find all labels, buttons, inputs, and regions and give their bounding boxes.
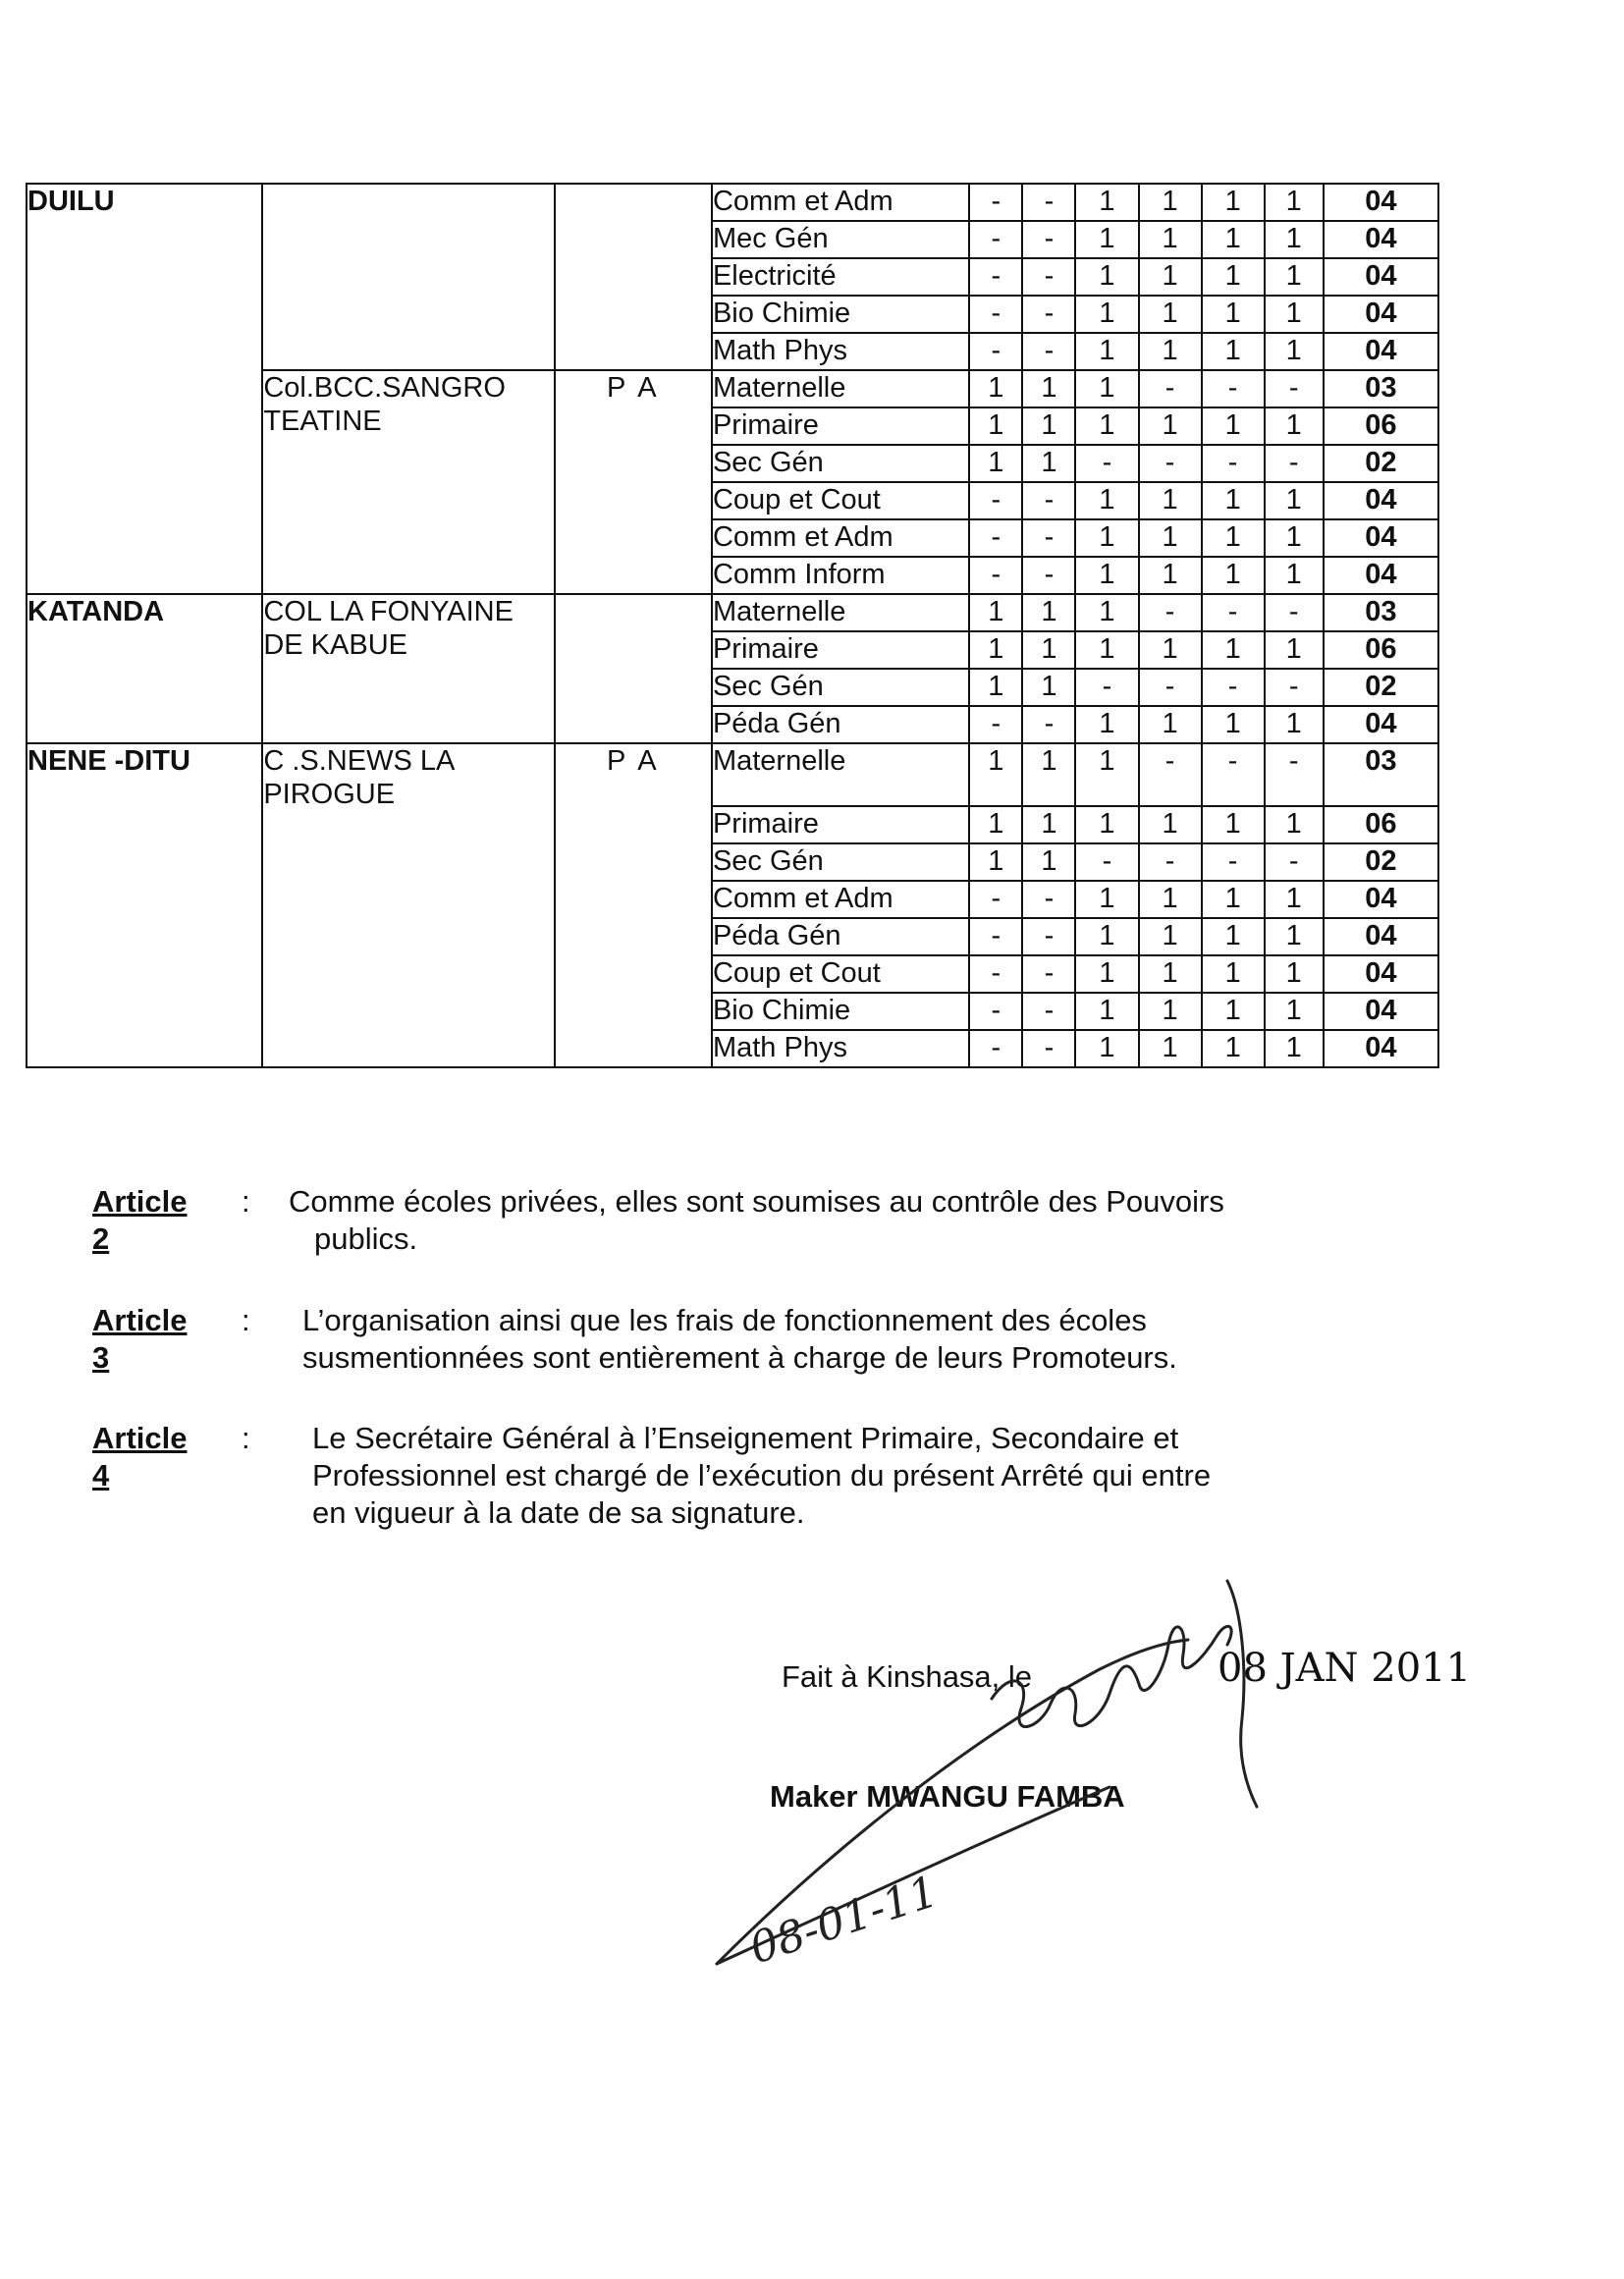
option-cell: Coup et Cout	[712, 482, 969, 519]
class-count-cell: 1	[969, 631, 1022, 669]
total-cell: 04	[1324, 258, 1438, 296]
class-count-cell: 1	[1075, 258, 1138, 296]
class-count-cell: -	[1265, 843, 1324, 881]
article-2-colon: :	[242, 1184, 250, 1219]
class-count-cell: 1	[1139, 519, 1202, 557]
class-count-cell: 1	[1265, 296, 1324, 333]
class-count-cell: 1	[1202, 806, 1265, 843]
class-count-cell: 1	[1075, 594, 1138, 631]
article-3-line-1: L’organisation ainsi que les frais de fonctionnement des écoles	[302, 1303, 1147, 1337]
class-count-cell: 1	[1022, 445, 1075, 482]
class-count-cell: -	[969, 221, 1022, 258]
class-count-cell: 1	[1075, 631, 1138, 669]
class-count-cell: 1	[1022, 594, 1075, 631]
schools-table	[26, 183, 1439, 1068]
class-count-cell: 1	[1022, 806, 1075, 843]
school-cell: Col.BCC.SANGRO TEATINE	[262, 370, 554, 594]
class-count-cell: 1	[1265, 557, 1324, 594]
class-count-cell: 1	[1139, 993, 1202, 1030]
total-cell: 02	[1324, 669, 1438, 706]
class-count-cell: -	[969, 993, 1022, 1030]
article-2-line-1: Comme écoles privées, elles sont soumises au contrôle des Pouvoirs	[289, 1184, 1224, 1219]
class-count-cell: 1	[1022, 843, 1075, 881]
status-cell	[555, 184, 712, 370]
class-count-cell: -	[969, 482, 1022, 519]
class-count-cell: 1	[1265, 407, 1324, 445]
class-count-cell: 1	[1139, 333, 1202, 370]
class-count-cell: -	[1139, 370, 1202, 407]
class-count-cell: -	[1202, 370, 1265, 407]
article-2-label: Article 2	[92, 1184, 188, 1256]
total-cell: 04	[1324, 519, 1438, 557]
class-count-cell: 1	[1265, 184, 1324, 221]
status-cell	[555, 594, 712, 743]
article-4-line-1: Le Secrétaire Général à l’Enseignement Primaire, Secondaire et	[312, 1421, 1179, 1455]
class-count-cell: -	[1139, 743, 1202, 806]
total-cell: 04	[1324, 333, 1438, 370]
class-count-cell: -	[1202, 743, 1265, 806]
class-count-cell: 1	[1139, 184, 1202, 221]
status-cell: P A	[555, 370, 712, 594]
class-count-cell: -	[1022, 184, 1075, 221]
class-count-cell: 1	[969, 370, 1022, 407]
class-count-cell: -	[1022, 557, 1075, 594]
class-count-cell: 1	[1265, 918, 1324, 955]
option-cell: Electricité	[712, 258, 969, 296]
class-count-cell: 1	[1202, 296, 1265, 333]
article-2-line-2: publics.	[314, 1221, 418, 1256]
class-count-cell: -	[1022, 955, 1075, 993]
class-count-cell: 1	[1202, 631, 1265, 669]
class-count-cell: -	[969, 1030, 1022, 1067]
class-count-cell: -	[1022, 881, 1075, 918]
signature-date: 08 JAN 2011	[1218, 1646, 1472, 1691]
article-3-label: Article 3	[92, 1303, 188, 1375]
class-count-cell: 1	[1202, 706, 1265, 743]
class-count-cell: 1	[1139, 806, 1202, 843]
total-cell: 06	[1324, 631, 1438, 669]
class-count-cell: 1	[969, 806, 1022, 843]
article-2-text	[289, 1183, 1388, 1258]
class-count-cell: 1	[1075, 184, 1138, 221]
class-count-cell: 1	[1075, 519, 1138, 557]
class-count-cell: -	[969, 258, 1022, 296]
total-cell: 03	[1324, 594, 1438, 631]
class-count-cell: -	[1022, 482, 1075, 519]
total-cell: 03	[1324, 743, 1438, 806]
class-count-cell: 1	[1202, 918, 1265, 955]
class-count-cell: 1	[1202, 993, 1265, 1030]
class-count-cell: 1	[1265, 519, 1324, 557]
class-count-cell: -	[1202, 445, 1265, 482]
class-count-cell: 1	[1075, 955, 1138, 993]
class-count-cell: 1	[1265, 1030, 1324, 1067]
class-count-cell: 1	[1202, 881, 1265, 918]
class-count-cell: -	[969, 296, 1022, 333]
class-count-cell: 1	[969, 407, 1022, 445]
option-cell: Mec Gén	[712, 221, 969, 258]
class-count-cell: 1	[1139, 881, 1202, 918]
class-count-cell: -	[1075, 445, 1138, 482]
class-count-cell: -	[969, 333, 1022, 370]
location-cell: NENE -DITU	[27, 743, 262, 1067]
class-count-cell: 1	[1139, 1030, 1202, 1067]
class-count-cell: -	[969, 881, 1022, 918]
total-cell: 06	[1324, 806, 1438, 843]
article-3-text	[302, 1302, 1402, 1377]
table-row	[27, 594, 1438, 631]
total-cell: 04	[1324, 706, 1438, 743]
class-count-cell: 1	[1202, 482, 1265, 519]
option-cell: Péda Gén	[712, 706, 969, 743]
class-count-cell: 1	[1075, 370, 1138, 407]
class-count-cell: 1	[1075, 333, 1138, 370]
class-count-cell: 1	[1139, 407, 1202, 445]
class-count-cell: 1	[1139, 221, 1202, 258]
class-count-cell: -	[1022, 258, 1075, 296]
class-count-cell: -	[1022, 519, 1075, 557]
class-count-cell: 1	[1075, 482, 1138, 519]
class-count-cell: 1	[1265, 482, 1324, 519]
class-count-cell: -	[1202, 669, 1265, 706]
option-cell: Sec Gén	[712, 669, 969, 706]
class-count-cell: 1	[1075, 557, 1138, 594]
class-count-cell: -	[1022, 221, 1075, 258]
class-count-cell: -	[1139, 843, 1202, 881]
class-count-cell: 1	[1075, 296, 1138, 333]
option-cell: Maternelle	[712, 743, 969, 806]
class-count-cell: 1	[1265, 993, 1324, 1030]
class-count-cell: -	[1265, 669, 1324, 706]
option-cell: Math Phys	[712, 333, 969, 370]
class-count-cell: -	[969, 184, 1022, 221]
total-cell: 04	[1324, 482, 1438, 519]
class-count-cell: -	[1022, 993, 1075, 1030]
option-cell: Comm et Adm	[712, 184, 969, 221]
class-count-cell: -	[969, 519, 1022, 557]
total-cell: 04	[1324, 918, 1438, 955]
class-count-cell: 1	[1265, 881, 1324, 918]
option-cell: Comm Inform	[712, 557, 969, 594]
class-count-cell: 1	[1075, 806, 1138, 843]
class-count-cell: 1	[1022, 743, 1075, 806]
article-3-line-2: susmentionnées sont entièrement à charge de leurs Promoteurs.	[302, 1340, 1177, 1375]
class-count-cell: 1	[1075, 706, 1138, 743]
class-count-cell: 1	[1265, 258, 1324, 296]
total-cell: 04	[1324, 881, 1438, 918]
option-cell: Primaire	[712, 806, 969, 843]
class-count-cell: 1	[1202, 519, 1265, 557]
handwritten-date: 08-01-11	[743, 1866, 945, 1975]
total-cell: 02	[1324, 445, 1438, 482]
class-count-cell: -	[1022, 918, 1075, 955]
article-4-line-2: Professionnel est chargé de l’exécution du présent Arrêté qui entre	[312, 1458, 1212, 1492]
class-count-cell: 1	[1265, 955, 1324, 993]
class-count-cell: -	[969, 557, 1022, 594]
class-count-cell: 1	[1202, 407, 1265, 445]
total-cell: 04	[1324, 993, 1438, 1030]
class-count-cell: 1	[1139, 918, 1202, 955]
class-count-cell: -	[1139, 445, 1202, 482]
option-cell: Bio Chimie	[712, 993, 969, 1030]
class-count-cell: 1	[1075, 918, 1138, 955]
option-cell: Bio Chimie	[712, 296, 969, 333]
total-cell: 04	[1324, 184, 1438, 221]
class-count-cell: -	[1265, 445, 1324, 482]
class-count-cell: -	[1022, 1030, 1075, 1067]
class-count-cell: 1	[1022, 669, 1075, 706]
class-count-cell: -	[1265, 594, 1324, 631]
class-count-cell: -	[1022, 296, 1075, 333]
class-count-cell: 1	[969, 843, 1022, 881]
place-text: Fait à Kinshasa, le	[782, 1659, 1033, 1694]
class-count-cell: 1	[1202, 1030, 1265, 1067]
class-count-cell: 1	[1265, 631, 1324, 669]
signer-name: Maker MWANGU FAMBA	[770, 1779, 1125, 1814]
class-count-cell: -	[1022, 333, 1075, 370]
class-count-cell: 1	[1022, 631, 1075, 669]
article-4-colon: :	[242, 1421, 250, 1455]
article-3-colon: :	[242, 1303, 250, 1337]
class-count-cell: 1	[1202, 258, 1265, 296]
class-count-cell: 1	[1022, 407, 1075, 445]
option-cell: Péda Gén	[712, 918, 969, 955]
option-cell: Maternelle	[712, 594, 969, 631]
table-row	[27, 184, 1438, 221]
class-count-cell: 1	[1075, 881, 1138, 918]
class-count-cell: 1	[1139, 706, 1202, 743]
class-count-cell: 1	[1202, 557, 1265, 594]
total-cell: 04	[1324, 955, 1438, 993]
class-count-cell: 1	[969, 669, 1022, 706]
class-count-cell: -	[1202, 594, 1265, 631]
class-count-cell: 1	[1075, 221, 1138, 258]
class-count-cell: -	[969, 955, 1022, 993]
class-count-cell: 1	[1265, 706, 1324, 743]
class-count-cell: 1	[1265, 333, 1324, 370]
location-cell: KATANDA	[27, 594, 262, 743]
class-count-cell: 1	[1265, 806, 1324, 843]
class-count-cell: -	[1265, 370, 1324, 407]
class-count-cell: 1	[1202, 184, 1265, 221]
class-count-cell: -	[969, 918, 1022, 955]
total-cell: 03	[1324, 370, 1438, 407]
article-4-label: Article 4	[92, 1421, 188, 1492]
class-count-cell: 1	[1139, 631, 1202, 669]
class-count-cell: -	[1075, 669, 1138, 706]
total-cell: 04	[1324, 1030, 1438, 1067]
option-cell: Coup et Cout	[712, 955, 969, 993]
article-4-text	[312, 1420, 1357, 1532]
option-cell: Sec Gén	[712, 843, 969, 881]
article-4-line-3: en vigueur à la date de sa signature.	[312, 1495, 805, 1530]
class-count-cell: 1	[1139, 955, 1202, 993]
class-count-cell: -	[1139, 669, 1202, 706]
location-cell: DUILU	[27, 184, 262, 594]
class-count-cell: -	[969, 706, 1022, 743]
option-cell: Math Phys	[712, 1030, 969, 1067]
class-count-cell: 1	[1139, 557, 1202, 594]
class-count-cell: 1	[969, 445, 1022, 482]
class-count-cell: 1	[1075, 1030, 1138, 1067]
option-cell: Primaire	[712, 407, 969, 445]
class-count-cell: -	[1265, 743, 1324, 806]
handwritten-signature	[677, 1551, 1365, 1993]
total-cell: 06	[1324, 407, 1438, 445]
class-count-cell: 1	[1202, 221, 1265, 258]
class-count-cell: -	[1202, 843, 1265, 881]
class-count-cell: 1	[969, 594, 1022, 631]
class-count-cell: 1	[1022, 370, 1075, 407]
class-count-cell: 1	[1139, 482, 1202, 519]
school-cell: C .S.NEWS LA PIROGUE	[262, 743, 554, 1067]
total-cell: 04	[1324, 221, 1438, 258]
school-cell	[262, 184, 554, 370]
option-cell: Primaire	[712, 631, 969, 669]
option-cell: Maternelle	[712, 370, 969, 407]
status-cell: P A	[555, 743, 712, 1067]
class-count-cell: 1	[1075, 993, 1138, 1030]
class-count-cell: 1	[969, 743, 1022, 806]
class-count-cell: -	[1139, 594, 1202, 631]
class-count-cell: 1	[1139, 258, 1202, 296]
class-count-cell: 1	[1202, 333, 1265, 370]
class-count-cell: 1	[1265, 221, 1324, 258]
class-count-cell: -	[1075, 843, 1138, 881]
option-cell: Sec Gén	[712, 445, 969, 482]
total-cell: 04	[1324, 296, 1438, 333]
class-count-cell: 1	[1075, 407, 1138, 445]
option-cell: Comm et Adm	[712, 881, 969, 918]
school-cell: COL LA FONYAINE DE KABUE	[262, 594, 554, 743]
total-cell: 02	[1324, 843, 1438, 881]
class-count-cell: 1	[1202, 955, 1265, 993]
table-row	[27, 743, 1438, 806]
total-cell: 04	[1324, 557, 1438, 594]
class-count-cell: 1	[1139, 296, 1202, 333]
option-cell: Comm et Adm	[712, 519, 969, 557]
class-count-cell: -	[1022, 706, 1075, 743]
class-count-cell: 1	[1075, 743, 1138, 806]
